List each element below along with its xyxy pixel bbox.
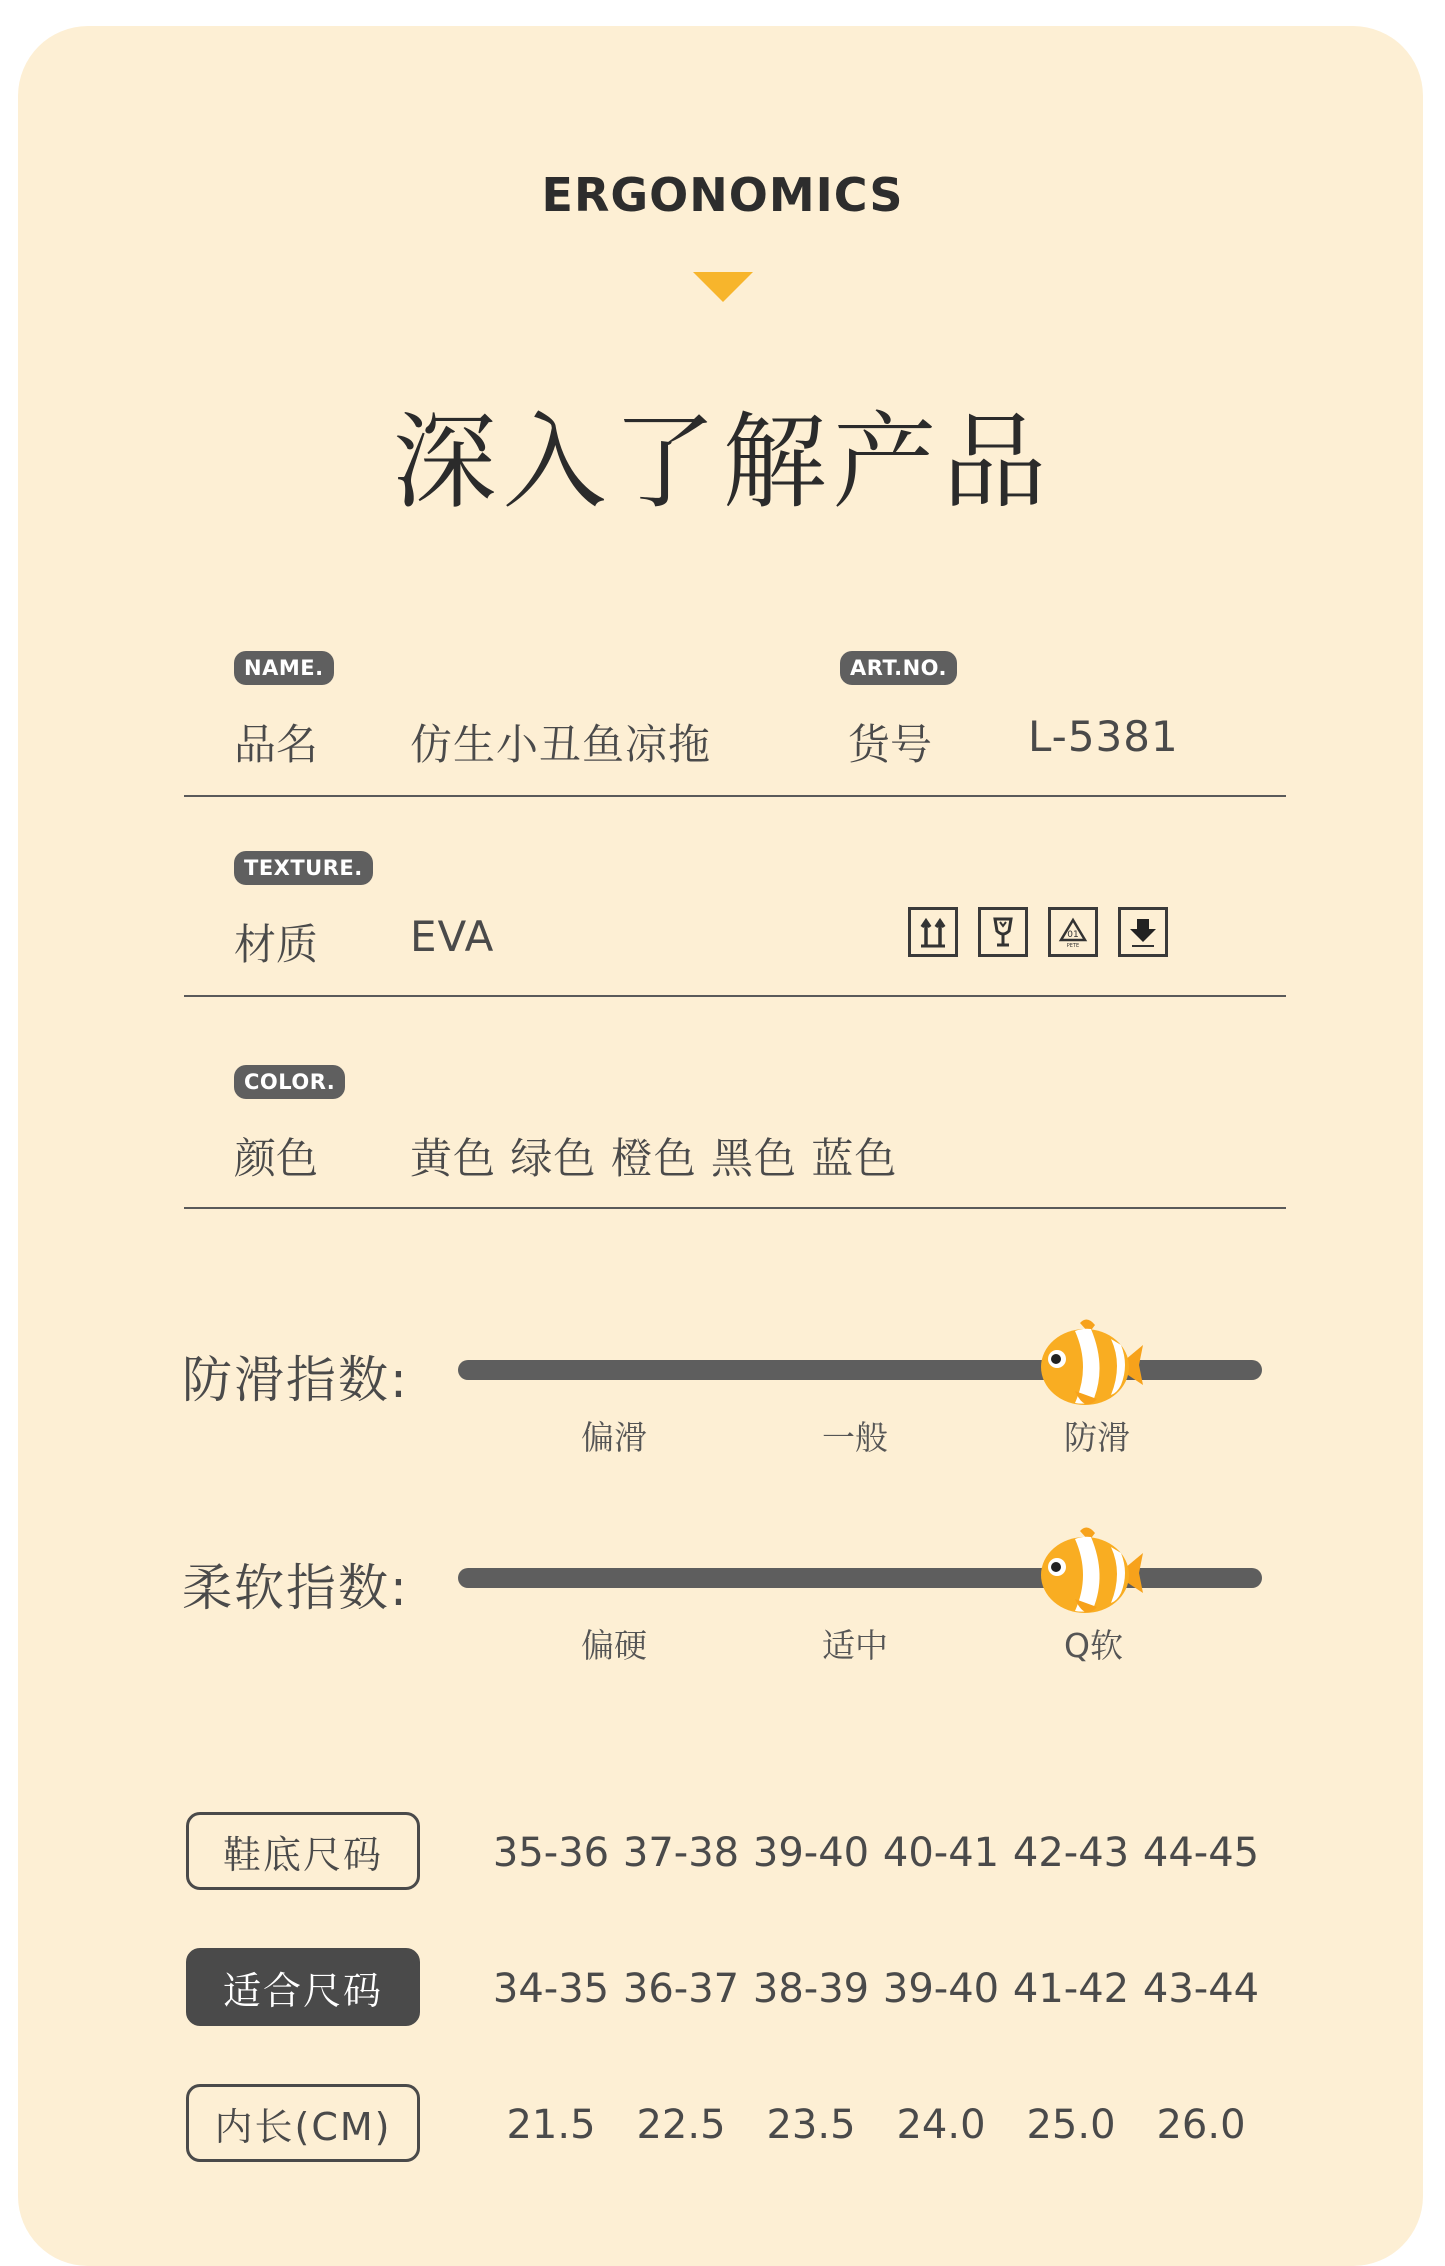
size-cell: 43-44 — [1142, 1966, 1260, 2012]
svg-text:01: 01 — [1067, 930, 1079, 940]
clownfish-slider-knob — [1025, 1315, 1145, 1415]
fragile-glass-icon — [978, 907, 1028, 957]
divider — [184, 1207, 1286, 1209]
divider — [184, 995, 1286, 997]
page-title: 深入了解产品 — [392, 401, 1053, 523]
artno-value: L-5381 — [1028, 712, 1179, 761]
size-cell: 23.5 — [766, 2102, 856, 2148]
size-cell: 21.5 — [506, 2102, 596, 2148]
front-arrow-icon — [1118, 907, 1168, 957]
sole-size-label: 鞋底尺码 — [186, 1812, 420, 1890]
color-label: 颜色 — [234, 1134, 319, 1183]
anti-slip-label: 防滑指数: — [182, 1351, 409, 1409]
tick-label: 偏硬 — [581, 1626, 647, 1665]
color-tag: COLOR. — [234, 1065, 345, 1099]
size-cell: 22.5 — [636, 2102, 726, 2148]
size-cell: 25.0 — [1026, 2102, 1116, 2148]
brand-title: ERGONOMICS — [541, 168, 904, 222]
softness-label: 柔软指数: — [182, 1559, 409, 1617]
divider — [184, 795, 1286, 797]
texture-label: 材质 — [234, 920, 319, 969]
this-way-up-icon — [908, 907, 958, 957]
texture-tag: TEXTURE. — [234, 851, 373, 885]
recycle-pete-icon — [1048, 907, 1098, 957]
name-label: 品名 — [234, 720, 319, 769]
size-cell: 42-43 — [1012, 1830, 1130, 1876]
size-cell: 41-42 — [1012, 1966, 1130, 2012]
size-cell: 35-36 — [492, 1830, 610, 1876]
packaging-icons — [908, 907, 1168, 957]
name-tag: NAME. — [234, 651, 334, 685]
tick-label: 适中 — [822, 1626, 888, 1665]
tick-label: 偏滑 — [581, 1418, 647, 1457]
fit-size-label: 适合尺码 — [186, 1948, 420, 2026]
artno-tag: ART.NO. — [840, 651, 957, 685]
texture-value: EVA — [410, 912, 495, 961]
tick-label: Q软 — [1064, 1626, 1123, 1665]
size-cell: 24.0 — [896, 2102, 986, 2148]
size-cell: 39-40 — [882, 1966, 1000, 2012]
size-cell: 38-39 — [752, 1966, 870, 2012]
size-cell: 40-41 — [882, 1830, 1000, 1876]
name-value: 仿生小丑鱼凉拖 — [410, 720, 712, 769]
size-cell: 26.0 — [1156, 2102, 1246, 2148]
size-cell: 36-37 — [622, 1966, 740, 2012]
clownfish-slider-knob — [1025, 1523, 1145, 1623]
triangle-down-icon — [693, 272, 753, 302]
inner-length-label: 内长(CM) — [186, 2084, 420, 2162]
size-cell: 37-38 — [622, 1830, 740, 1876]
svg-text:PETE: PETE — [1066, 943, 1080, 949]
size-cell: 44-45 — [1142, 1830, 1260, 1876]
inner-length-row — [486, 2102, 1266, 2148]
tick-label: 一般 — [822, 1418, 888, 1457]
tick-label: 防滑 — [1064, 1418, 1130, 1457]
sole-size-row — [486, 1830, 1266, 1876]
size-cell: 39-40 — [752, 1830, 870, 1876]
color-value: 黄色 绿色 橙色 黑色 蓝色 — [410, 1134, 898, 1183]
fit-size-row — [486, 1966, 1266, 2012]
size-cell: 34-35 — [492, 1966, 610, 2012]
artno-label: 货号 — [848, 720, 933, 769]
